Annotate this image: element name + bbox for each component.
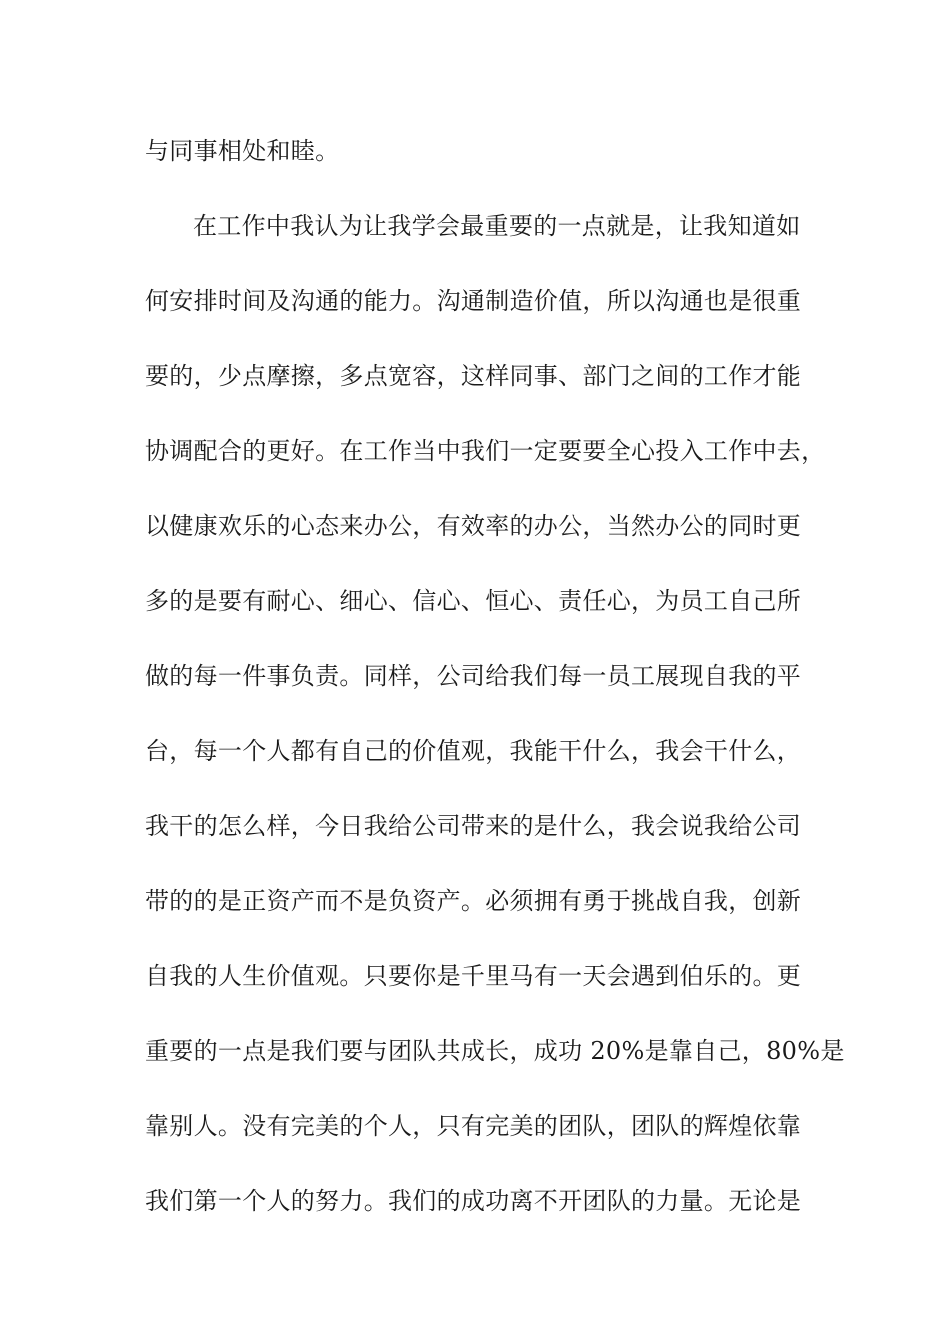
text-line: 协调配合的更好。在工作当中我们一定要要全心投入工作中去，: [145, 437, 826, 465]
text-line: 台，每一个人都有自己的价值观，我能干什么，我会干什么，: [145, 737, 802, 765]
text-line: 带的的是正资产而不是负资产。必须拥有勇于挑战自我，创新: [145, 887, 802, 915]
paragraph-start-line: 在工作中我认为让我学会最重要的一点就是，让我知道如: [193, 212, 801, 240]
text-line: 多的是要有耐心、细心、信心、恒心、责任心，为员工自己所: [145, 587, 802, 615]
text-line: 我们第一个人的努力。我们的成功离不开团队的力量。无论是: [145, 1187, 802, 1215]
text-line: 自我的人生价值观。只要你是千里马有一天会遇到伯乐的。更: [145, 962, 802, 990]
text-line: 我干的怎么样，今日我给公司带来的是什么，我会说我给公司: [145, 812, 802, 840]
text-line: 何安排时间及沟通的能力。沟通制造价值，所以沟通也是很重: [145, 287, 802, 315]
text-line: 做的每一件事负责。同样，公司给我们每一员工展现自我的平: [145, 662, 802, 690]
text-line: 以健康欢乐的心态来办公，有效率的办公，当然办公的同时更: [145, 512, 802, 540]
text-line: 要的，少点摩擦，多点宽容，这样同事、部门之间的工作才能: [145, 362, 802, 390]
text-line: 靠别人。没有完美的个人，只有完美的团队，团队的辉煌依靠: [145, 1112, 802, 1140]
text-line: 与同事相处和睦。: [145, 137, 340, 165]
text-line: 重要的一点是我们要与团队共成长，成功 20%是靠自己，80%是: [145, 1037, 845, 1065]
